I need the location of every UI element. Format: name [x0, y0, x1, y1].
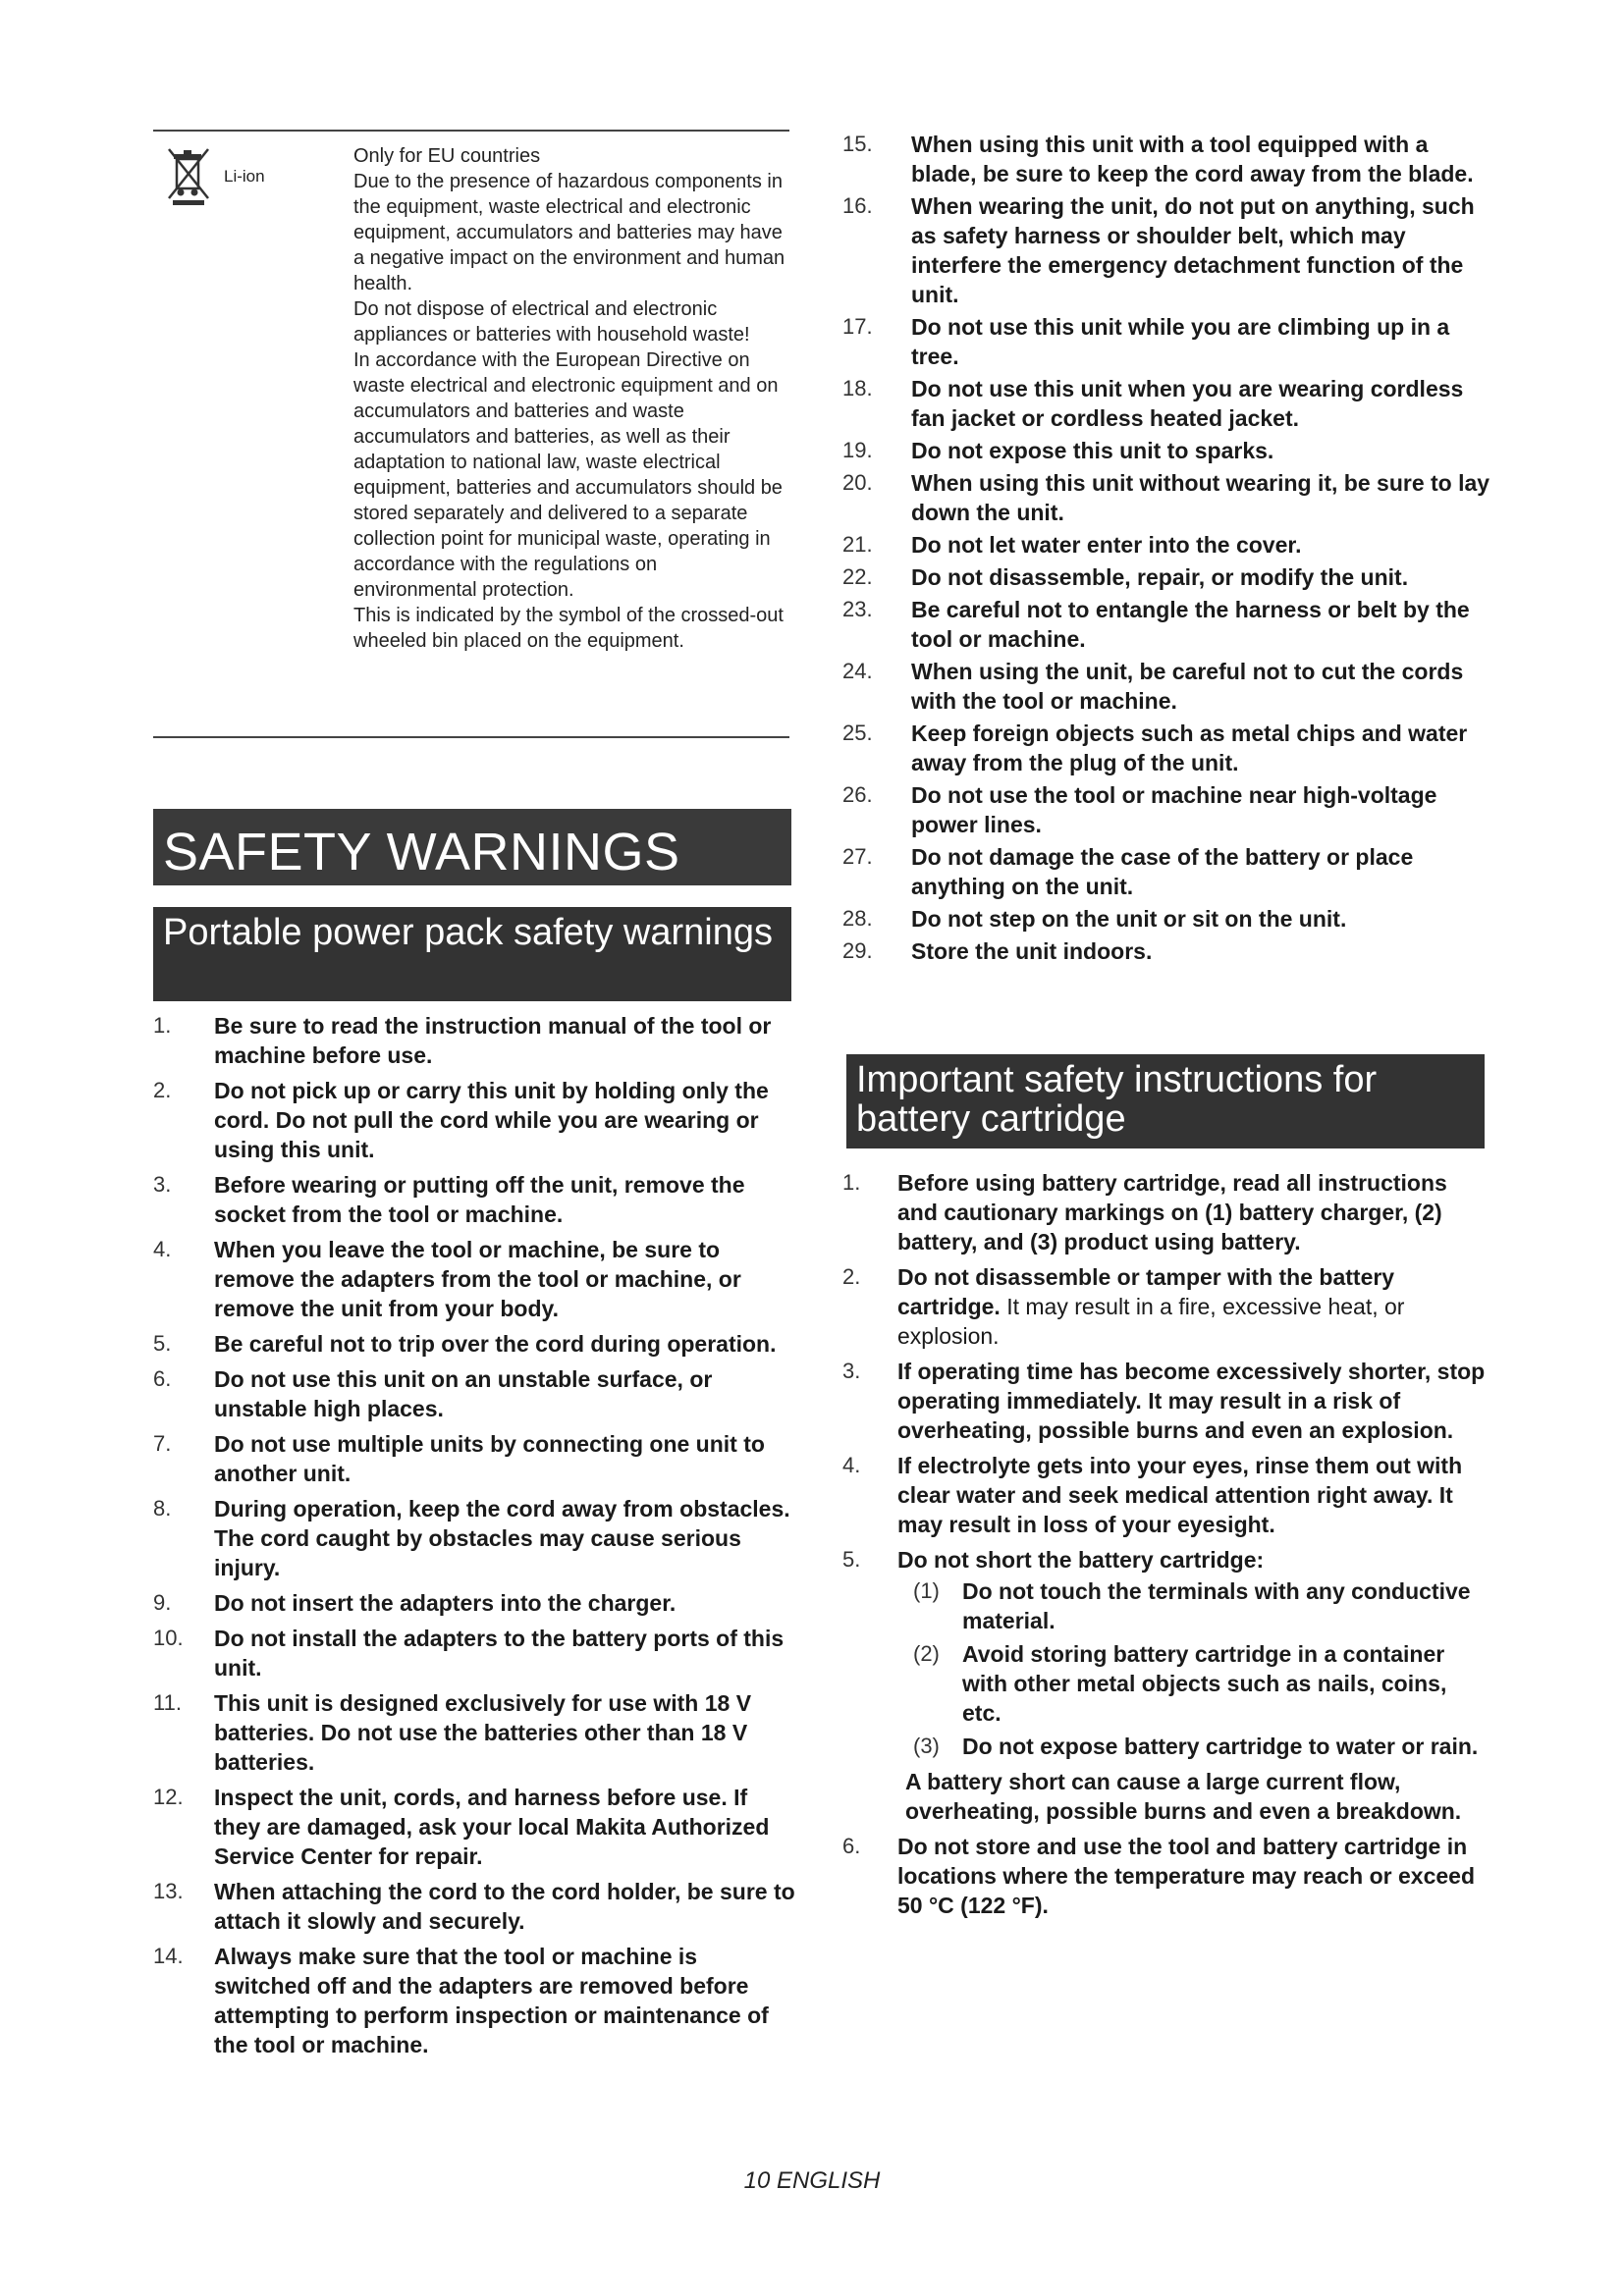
- list-item: [842, 1168, 1490, 1256]
- item-number: 2.: [153, 1078, 172, 1102]
- item-text-regular: It may result in a fire, excessive heat, or explosion.: [897, 1294, 1405, 1349]
- item-text: If operating time has become excessively shorter, stop operating immediately. It may result in a risk of overheating, possible burns and even an explosion.: [897, 1359, 1486, 1443]
- item-number: 25.: [842, 721, 873, 745]
- list-item: [842, 936, 1490, 966]
- list-item: [153, 1588, 797, 1618]
- list-item: [842, 468, 1490, 527]
- list-item: [153, 1877, 797, 1936]
- item-text: Do not use this unit while you are climbing up in a tree.: [911, 314, 1450, 369]
- list-item: [842, 780, 1490, 839]
- item-number: 17.: [842, 314, 873, 339]
- list-item: [842, 1545, 1490, 1826]
- item-text: Do not install the adapters to the battery ports of this unit.: [214, 1626, 785, 1681]
- safety-warnings-heading: [153, 809, 791, 885]
- item-text: This unit is designed exclusively for use with 18 V batteries. Do not use the batteries other than 18 V batteries.: [214, 1690, 752, 1775]
- section-title: Portable power pack safety warnings: [163, 912, 773, 953]
- item-number: 6.: [842, 1834, 861, 1858]
- item-number: 7.: [153, 1431, 172, 1456]
- item-number: 2.: [842, 1264, 861, 1289]
- power-pack-warnings-list-left: [153, 1011, 797, 2065]
- item-number: 5.: [153, 1331, 172, 1356]
- item-number: 13.: [153, 1879, 184, 1903]
- item-number: 8.: [153, 1496, 172, 1521]
- item-text: Do not insert the adapters into the charger.: [214, 1590, 677, 1616]
- item-text-bold: Do not disassemble or tamper with the battery cartridge.: [897, 1264, 1395, 1319]
- item-number: 29.: [842, 938, 873, 963]
- list-item: [842, 842, 1490, 901]
- item-number: 10.: [153, 1626, 184, 1650]
- item-number: 5.: [842, 1547, 861, 1572]
- list-item: [153, 1494, 797, 1582]
- list-item: [842, 719, 1490, 777]
- list-item: [842, 374, 1490, 433]
- item-text: Always make sure that the tool or machine is switched off and the adapters are removed before attempting to perform inspection or maintenance of the tool or machine.: [214, 1944, 769, 2057]
- sub-item-text: Do not touch the terminals with any conductive material.: [962, 1578, 1471, 1633]
- item-text: During operation, keep the cord away from obstacles. The cord caught by obstacles may cause serious injury.: [214, 1496, 790, 1580]
- list-item: [842, 191, 1490, 309]
- item-text: Do not store and use the tool and battery cartridge in locations where the temperature may reach or exceed 50 °C (122 °F).: [897, 1834, 1476, 1918]
- item-text: When using this unit with a tool equipped with a blade, be sure to keep the cord away from the blade.: [911, 132, 1474, 187]
- list-item: [842, 1262, 1490, 1351]
- item-text: When using this unit without wearing it, be sure to lay down the unit.: [911, 470, 1490, 525]
- item-text: Before using battery cartridge, read all instructions and cautionary markings on (1) battery charger, (2) battery, and (3) product using battery.: [897, 1170, 1447, 1255]
- eu-paragraph: Only for EU countries: [353, 145, 541, 167]
- item-text: Do not use multiple units by connecting one unit to another unit.: [214, 1431, 765, 1486]
- short-circuit-note: A battery short can cause a large current flow, overheating, possible burns and even a breakdown.: [905, 1769, 1462, 1824]
- battery-cartridge-instructions-list: [842, 1168, 1490, 1926]
- eu-paragraph: Due to the presence of hazardous components in the equipment, waste electrical and electronic equipment, accumulators and batteries may have a negative impact on the environment and human health.: [353, 171, 785, 294]
- item-number: 27.: [842, 844, 873, 869]
- item-text: Do not expose this unit to sparks.: [911, 438, 1274, 463]
- page-footer: 10 ENGLISH: [743, 2167, 881, 2194]
- li-ion-label: Li-ion: [224, 167, 265, 186]
- sublist-item: [897, 1576, 1490, 1635]
- list-item: [842, 904, 1490, 934]
- item-number: 23.: [842, 597, 873, 621]
- item-number: 14.: [153, 1944, 184, 1968]
- list-item: [842, 130, 1490, 188]
- item-number: 18.: [842, 376, 873, 400]
- item-text: Do not use the tool or machine near high-voltage power lines.: [911, 782, 1437, 837]
- item-number: 22.: [842, 564, 873, 589]
- item-number: 4.: [153, 1237, 172, 1261]
- item-text: Do not step on the unit or sit on the unit.: [911, 906, 1347, 932]
- item-text: Do not use this unit when you are wearing cordless fan jacket or cordless heated jacket.: [911, 376, 1464, 431]
- item-text: Do not pick up or carry this unit by holding only the cord. Do not pull the cord while you are wearing or using this unit.: [214, 1078, 769, 1162]
- item-number: 4.: [842, 1453, 861, 1477]
- item-text: When attaching the cord to the cord holder, be sure to attach it slowly and securely.: [214, 1879, 795, 1934]
- sub-item-number: (1): [913, 1578, 940, 1603]
- list-item: [842, 530, 1490, 560]
- list-item: [153, 1235, 797, 1323]
- crossed-out-wheeled-bin-icon: [165, 145, 212, 206]
- list-item: [842, 562, 1490, 592]
- item-text: Do not damage the case of the battery or place anything on the unit.: [911, 844, 1414, 899]
- item-text: Be careful not to trip over the cord during operation.: [214, 1331, 777, 1357]
- power-pack-warnings-list-right: [842, 130, 1490, 969]
- list-item: [842, 657, 1490, 716]
- list-item: [153, 1364, 797, 1423]
- list-item: [842, 1832, 1490, 1920]
- item-number: 11.: [153, 1690, 182, 1715]
- item-text: Inspect the unit, cords, and harness before use. If they are damaged, ask your local Makita Authorized Service Center for repair.: [214, 1785, 770, 1869]
- item-number: 3.: [153, 1172, 172, 1197]
- item-text: Do not disassemble, repair, or modify the unit.: [911, 564, 1409, 590]
- item-number: 1.: [153, 1013, 172, 1038]
- item-number: 28.: [842, 906, 873, 931]
- list-item: [842, 595, 1490, 654]
- eu-text: [353, 143, 785, 654]
- item-text: Do not use this unit on an unstable surface, or unstable high places.: [214, 1366, 713, 1421]
- list-item: [153, 1076, 797, 1164]
- item-text: Do not short the battery cartridge:: [897, 1547, 1265, 1573]
- item-text: If electrolyte gets into your eyes, rinse them out with clear water and seek medical attention right away. It may result in loss of your eyesight.: [897, 1453, 1463, 1537]
- item-text: Store the unit indoors.: [911, 938, 1153, 964]
- item-number: 3.: [842, 1359, 861, 1383]
- item-text: When wearing the unit, do not put on anything, such as safety harness or shoulder belt, which may interfere the emergency detachment function of the unit.: [911, 193, 1475, 307]
- eu-paragraph: In accordance with the European Directive on waste electrical and electronic equipment and on accumulators and batteries and waste accumulators and batteries, as well as their adaptation to national law, waste electrical equipment, batteries and accumulators should be stored separately and delivered to a separate collection point for municipal waste, operating in accordance with the regulations on environmental protection.: [353, 349, 783, 601]
- sub-item-text: Do not expose battery cartridge to water or rain.: [962, 1734, 1479, 1759]
- item-text: Do not let water enter into the cover.: [911, 532, 1302, 558]
- sub-item-number: (3): [913, 1734, 940, 1758]
- item-text: Before wearing or putting off the unit, remove the socket from the tool or machine.: [214, 1172, 745, 1227]
- list-item: [153, 1429, 797, 1488]
- item-number: 6.: [153, 1366, 172, 1391]
- eu-paragraph: Do not dispose of electrical and electronic appliances or batteries with household waste!: [353, 298, 750, 346]
- list-item: [842, 1357, 1490, 1445]
- item-number: 24.: [842, 659, 873, 683]
- list-item: [153, 1624, 797, 1682]
- eu-disposal-notice: [153, 130, 789, 738]
- list-item: [153, 1942, 797, 2059]
- item-number: 21.: [842, 532, 873, 557]
- short-circuit-sublist: [897, 1576, 1490, 1761]
- list-item: [153, 1783, 797, 1871]
- sublist-item: [897, 1639, 1490, 1728]
- list-item: [153, 1688, 797, 1777]
- item-text: Be sure to read the instruction manual of the tool or machine before use.: [214, 1013, 772, 1068]
- section-title: Important safety instructions for battery cartridge: [856, 1059, 1378, 1140]
- section-heading-battery-cartridge: [846, 1054, 1485, 1148]
- list-item: [842, 312, 1490, 371]
- item-text: [897, 1262, 1490, 1351]
- item-text: When using the unit, be careful not to cut the cords with the tool or machine.: [911, 659, 1464, 714]
- section-heading-power-pack: [153, 907, 791, 1001]
- list-item: [153, 1011, 797, 1070]
- item-text: Keep foreign objects such as metal chips and water away from the plug of the unit.: [911, 721, 1468, 775]
- safety-warnings-title: SAFETY WARNINGS: [163, 823, 680, 881]
- list-item: [153, 1329, 797, 1359]
- item-number: 1.: [842, 1170, 861, 1195]
- item-number: 12.: [153, 1785, 184, 1809]
- sub-item-text: Avoid storing battery cartridge in a container with other metal objects such as nails, coins, etc.: [962, 1641, 1447, 1726]
- list-item: [153, 1170, 797, 1229]
- item-number: 26.: [842, 782, 873, 807]
- item-number: 9.: [153, 1590, 172, 1615]
- eu-paragraph: This is indicated by the symbol of the crossed-out wheeled bin placed on the equipment.: [353, 605, 784, 652]
- item-number: 20.: [842, 470, 873, 495]
- list-item: [842, 436, 1490, 465]
- list-item: [842, 1451, 1490, 1539]
- sub-item-number: (2): [913, 1641, 940, 1666]
- item-number: 16.: [842, 193, 873, 218]
- sublist-item: [897, 1732, 1490, 1761]
- item-text: When you leave the tool or machine, be sure to remove the adapters from the tool or machine, or remove the unit from your body.: [214, 1237, 741, 1321]
- item-text: Be careful not to entangle the harness or belt by the tool or machine.: [911, 597, 1470, 652]
- item-number: 19.: [842, 438, 873, 462]
- item-number: 15.: [842, 132, 873, 156]
